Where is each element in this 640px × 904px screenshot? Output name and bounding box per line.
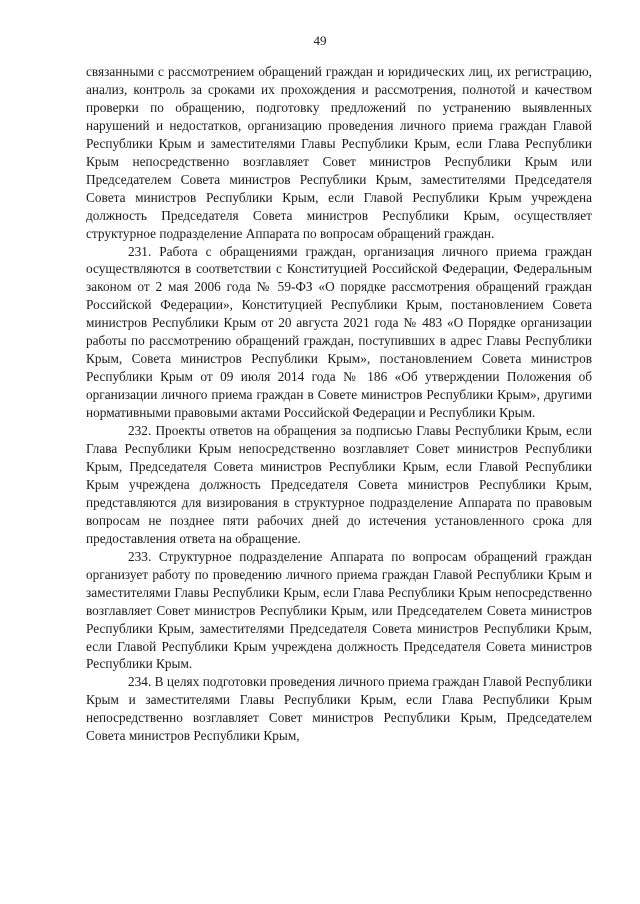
paragraph-text: Структурное подразделение Аппарата по вопросам обращений граждан организует работу по проведению личного приема граждан Главой Республики Крым и заместителями Главы Республики Крым, если Глава Республики Крым непосредственно возглавляет Совет министров Республики Крым, или Председателем Совета министров Республики Крым, заместителями Председателя Совета министров Республики Крым, если Главой Республики Крым учреждена должность Председателя Совета министров Республики Крым. — [86, 548, 593, 672]
paragraph-number: 234. — [128, 674, 152, 690]
paragraph-text: Проекты ответов на обращения за подписью Главы Республики Крым, если Глава Республики Крым непосредственно возглавляет Совет министров Республики Крым, Председателя Совета министров Республики Крым, если Главой Республики Крым учреждена должность Председателя Совета министров Республики Крым, представляются для визирования в структурное подразделение Аппарата по правовым вопросам не позднее пяти рабочих дней до истечения установленного срока для предоставления ответа на обращение. — [86, 423, 592, 546]
paragraph-number: 232. — [128, 423, 152, 439]
paragraph-text: В целях подготовки проведения личного приема граждан Главой Республики Крым и заместителями Главы Республики Крым, если Глава Республики Крым непосредственно возглавляет Совет министров Республики Крым, Председателем Совета министров Республики Крым, — [86, 674, 592, 744]
document-body — [86, 63, 592, 745]
paragraph-text: связанными с рассмотрением обращений граждан и юридических лиц, их регистрацию, анализ, контроль за сроками их прохождения и рассмотрения, полнотой и качеством проверки по обращению, подготовку предложений по устранению выявленных нарушений и недостатков, организацию проведения личного приема граждан Главой Республики Крым и заместителями Главы Республики Крым, если Глава Республики Крым непосредственно возглавляет Совет министров Республики Крым или Председателем Совета министров Республики Крым, заместителями Председателя Совета министров Республики Крым, если Главой Республики Крым учреждена должность Председателя Совета министров Республики Крым, осуществляет структурное подразделение Аппарата по вопросам обращений граждан. — [86, 64, 592, 241]
paragraph-text: Работа с обращениями граждан, организация личного приема граждан осуществляются в соответствии с Конституцией Российской Федерации, Федеральным законом от 2 мая 2006 года № 59-ФЗ «О порядке рассмотрения обращений граждан Российской Федерации», Конституцией Республики Крым, постановлением Совета министров Республики Крым от 20 августа 2021 года № 483 «О Порядке организации работы по рассмотрению обращений граждан, поступивших в адрес Главы Республики Крым, Совета министров Республики Крым», постановлением Совета министров Республики Крым от 09 июля 2014 года № 186 «Об утверждении Положения об организации личного приема граждан в Совете министров Республики Крым», другими нормативными правовыми актами Российской Федерации и Республики Крым. — [86, 243, 592, 421]
paragraph-231 — [86, 243, 592, 423]
paragraph-233 — [86, 548, 592, 674]
paragraph-continued — [86, 63, 592, 243]
paragraph-number: 233. — [128, 548, 152, 564]
page-number: 49 — [313, 33, 327, 48]
paragraph-number: 231. — [128, 243, 152, 259]
paragraph-234 — [86, 673, 592, 745]
paragraph-232 — [86, 422, 592, 548]
